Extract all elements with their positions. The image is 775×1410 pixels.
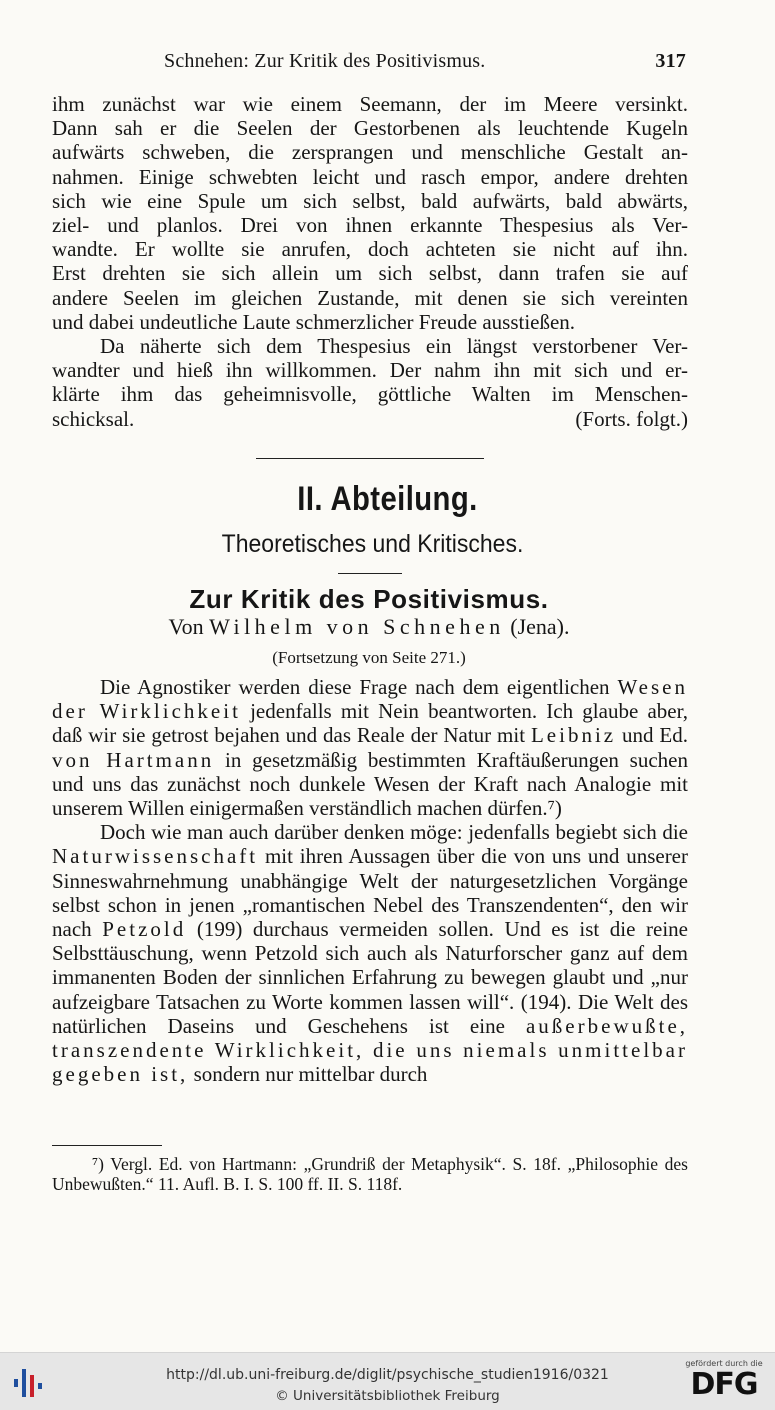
text-line: klärte ihm das geheimnisvolle, göttliche Walten im Menschen- [52, 382, 688, 407]
text-line: Dann sah er die Seelen der Gestorbenen als leuchtende Kugeln [52, 116, 688, 141]
text-fragment: Die Agnostiker werden diese Frage nach dem eigentlichen [100, 675, 610, 699]
section-divider [256, 458, 484, 459]
opening-text [52, 92, 688, 431]
text-fragment: Doch wie man auch darüber denken möge: jedenfalls begiebt sich die [100, 820, 688, 845]
text-fragment: mit ihren Aussagen über die von uns und unserer Sinneswahrnehmung unabhängige Welt der naturgesetzlichen Vorgänge selbst schon in jenen „romantischen Nebel des Transzendenten“, den wir nach [52, 844, 688, 942]
continuation-note: (Forts. folgt.) [575, 406, 688, 431]
funder-logo [683, 1359, 765, 1405]
text-line [52, 407, 688, 431]
emphasis-spaced: von Hartmann [52, 747, 215, 772]
text-line: Erst drehten sie sich allein um sich selbst, dann trafen sie auf [52, 261, 688, 286]
text-fragment: in gesetzmäßig bestimmten Kraftäußerungen suchen und uns das zunächst noch dunkele Wesen der Kraft nach Analogie mit unserem Willen einigermaßen verständlich machen dürfen.⁷) [52, 747, 688, 821]
section-heading: II. Abteilung. [297, 480, 478, 518]
text-fragment: schicksal. [52, 406, 135, 431]
viewer-footer [0, 1352, 775, 1410]
text-line: ihm zunächst war wie einem Seemann, der im Meere versinkt. [52, 92, 688, 116]
funder-note: gefördert durch die [685, 1359, 763, 1368]
text-line: wandter und hieß ihn willkommen. Der nahm ihn mit sich und er- [52, 358, 688, 383]
page-number: 317 [655, 50, 686, 72]
dfg-logo-icon: DFG [690, 1367, 758, 1402]
article-byline [0, 614, 738, 640]
emphasis-spaced: Wesen der Wirklichkeit [52, 675, 688, 724]
text-line: und dabei undeutliche Laute schmerzlicher Freude ausstießen. [52, 309, 576, 334]
paragraph [52, 675, 688, 820]
text-fragment: jedenfalls mit Nein beantworten. Ich glaube aber, daß wir sie getrost bejahen und das Reale der Natur mit [52, 699, 688, 748]
short-divider [338, 573, 402, 574]
running-head [52, 50, 688, 78]
text-line: Da näherte sich dem Thespesius ein längst verstorbener Ver- [100, 334, 688, 359]
article-body [52, 675, 688, 1086]
section-subheading: Theoretisches und Kritisches. [221, 530, 524, 558]
footnote-text: ⁷) Vergl. Ed. von Hartmann: „Grundriß der Metaphysik“. S. 18f. „Philosophie des Unbewußten.“ 11. Aufl. B. I. S. 100 ff. II. S. 118f. [52, 1154, 688, 1194]
emphasis-spaced: außerbewußte, transzendente Wirklichkeit, die uns niemals unmittelbar gegeben ist, [52, 1013, 689, 1087]
running-head-title: Schnehen: Zur Kritik des Positivismus. [164, 50, 486, 72]
emphasis-spaced: Petzold [102, 917, 187, 942]
emphasis-spaced: Naturwissenschaft [52, 844, 259, 869]
footnote-rule [52, 1145, 162, 1146]
text-line: nahmen. Einige schwebten leicht und rasch empor, andere drehten [52, 164, 688, 189]
text-line: ziel- und planlos. Drei von ihnen erkannte Thespesius als Ver- [52, 213, 688, 238]
text-fragment: sondern nur mittelbar durch [193, 1062, 428, 1087]
byline-prefix: Von [168, 614, 204, 639]
article-title: Zur Kritik des Positivismus. [189, 584, 549, 614]
text-line: sich wie eine Spule um sich selbst, bald aufwärts, bald abwärts, [52, 188, 688, 213]
text-line: aufwärts schweben, die zersprangen und menschliche Gestalt an- [52, 140, 688, 165]
continuation-reference: (Fortsetzung von Seite 271.) [272, 648, 466, 667]
footnote [52, 1154, 688, 1194]
emphasis-spaced: Leibniz [530, 723, 617, 748]
text-line: wandte. Er wollte sie anrufen, doch achteten sie nicht auf ihn. [52, 237, 688, 262]
text-fragment: und Ed. [622, 723, 688, 748]
page-url-link[interactable]: http://dl.ub.uni-freiburg.de/diglit/psychische_studien1916/0321 [166, 1367, 609, 1383]
paragraph [52, 820, 688, 1086]
text-line: andere Seelen im gleichen Zustande, mit denen sie sich vereinten [52, 285, 688, 310]
author-name: Wilhelm von Schnehen [209, 614, 505, 639]
author-place: (Jena). [510, 614, 570, 639]
copyright-notice: © Universitätsbibliothek Freiburg [275, 1388, 500, 1404]
text-fragment: (199) durchaus vermeiden sollen. Und es ist die reine Selbsttäuschung, wenn Petzold sich auch als Naturforscher ganz auf dem immanenten Boden der sinnlichen Erfahrung zu bewegen glaubt und „nur aufzeigbare Tatsachen zu Worte kommen lassen will“. (194). Die Welt des natürlichen Daseins und Geschehens ist eine [52, 917, 688, 1038]
